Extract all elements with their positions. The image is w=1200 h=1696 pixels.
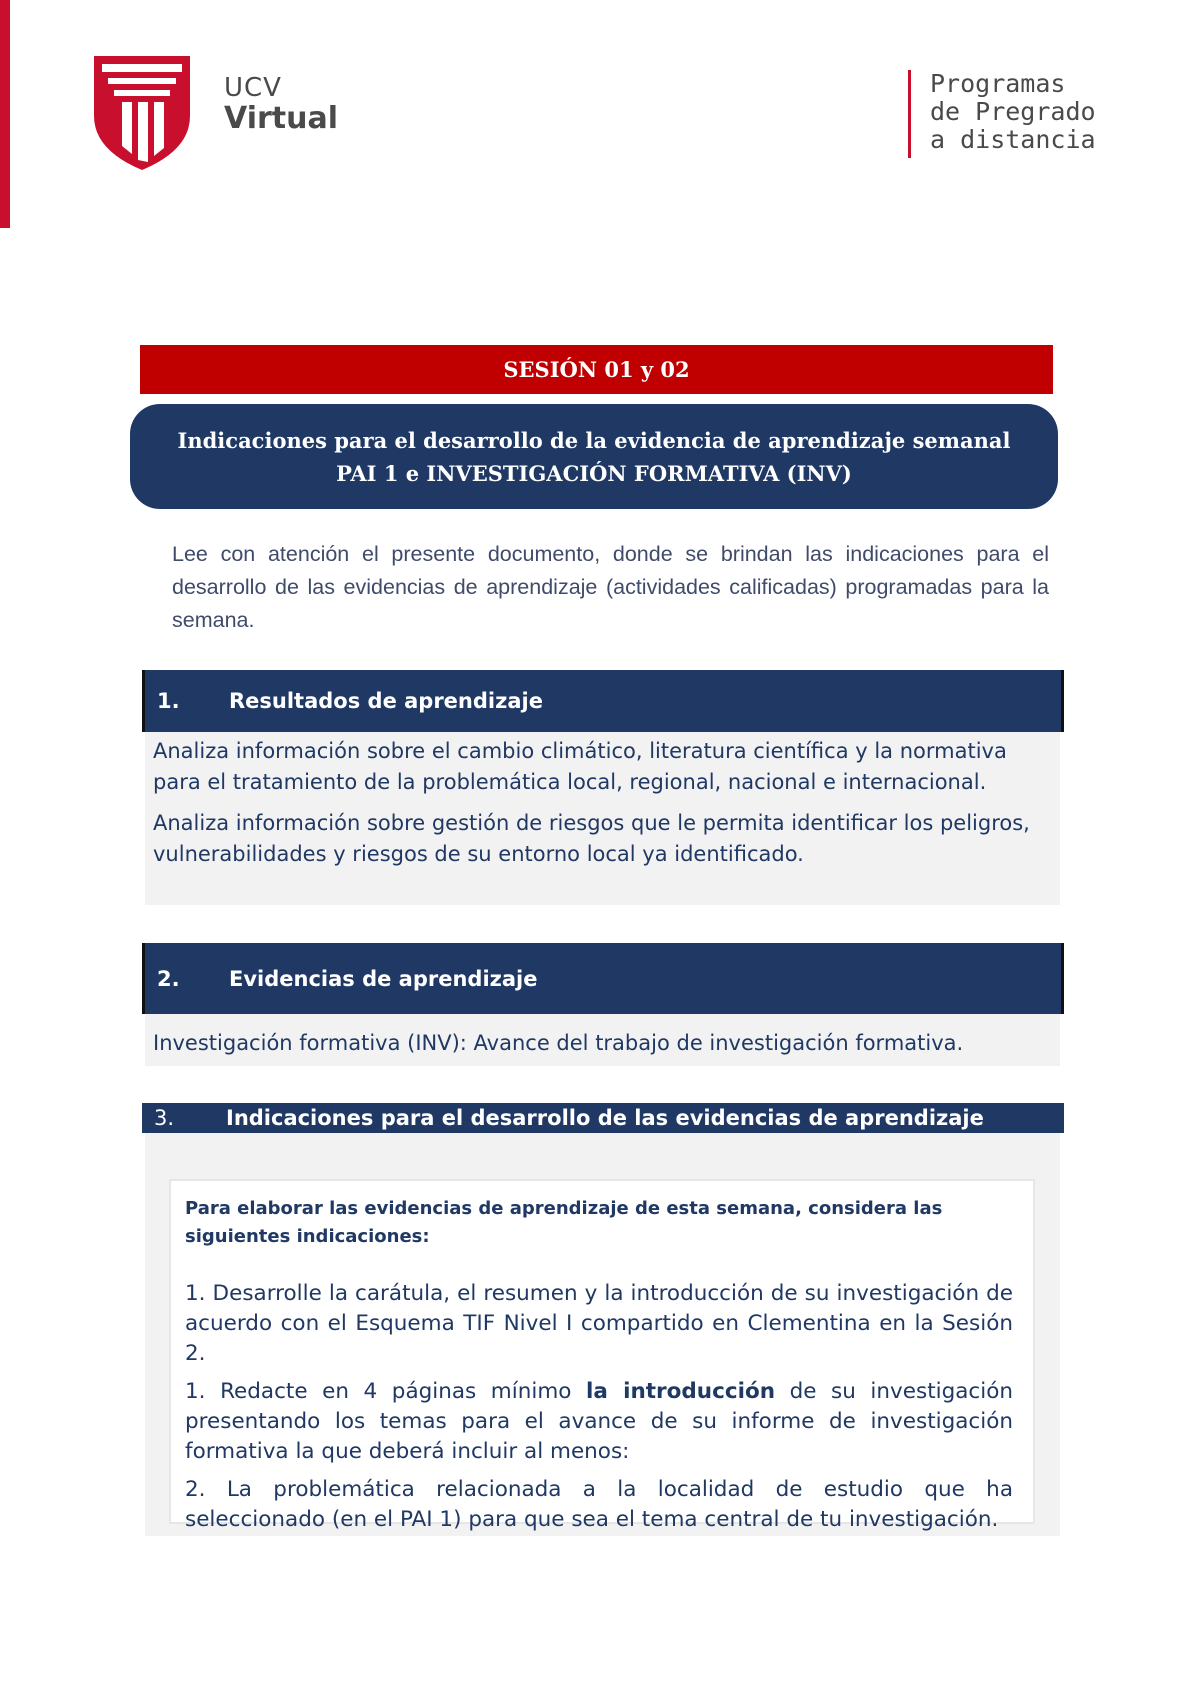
brand-ucv: UCV: [224, 73, 282, 103]
brand-virtual: Virtual: [224, 101, 338, 136]
document-title-box: [130, 404, 1058, 509]
instruction-item-2-bold: la introducción: [585, 1379, 776, 1404]
section-3-header: [142, 1103, 1064, 1133]
section-2-header: [142, 943, 1064, 1014]
learning-outcome-1: Analiza información sobre el cambio climático, literatura científica y la normativa para el tratamiento de la problemática local, regional, nacional e internacional.: [153, 739, 1007, 794]
section-1-body: [145, 732, 1060, 905]
evidence-text: Investigación formativa (INV): Avance del trabajo de investigación formativa.: [153, 1031, 964, 1055]
instructions-lead: Para elaborar las evidencias de aprendizaje de esta semana, considera las siguientes indicaciones:: [185, 1198, 943, 1247]
section-3-number: 3.: [154, 1106, 175, 1130]
title-line-1: Indicaciones para el desarrollo de la evidencia de aprendizaje semanal: [177, 427, 1011, 453]
section-2-heading: Evidencias de aprendizaje: [229, 966, 538, 991]
programs-label: [930, 70, 1096, 154]
ucv-shield-logo: [92, 54, 192, 172]
instruction-item-2-post: de su investigación presentando los temas para el avance de su informe de investigación formativa la que deberá incluir al menos:: [185, 1379, 1013, 1464]
brand-wordmark: [224, 74, 338, 136]
section-3-heading: Indicaciones para el desarrollo de las evidencias de aprendizaje: [226, 1106, 984, 1130]
section-2-number: 2.: [157, 966, 180, 991]
header-divider: [908, 70, 911, 158]
programs-line-2: de Pregrado: [930, 97, 1096, 126]
left-accent-bar: [0, 0, 10, 228]
section-2-body: [145, 1014, 1060, 1066]
section-1-heading: Resultados de aprendizaje: [229, 689, 543, 713]
section-3-body: [145, 1133, 1060, 1536]
learning-outcome-2: Analiza información sobre gestión de riesgos que le permita identificar los peligros, vulnerabilidades y riesgos de su entorno local ya identificado.: [153, 811, 1030, 866]
title-line-2: PAI 1 e INVESTIGACIÓN FORMATIVA (INV): [336, 460, 852, 486]
instruction-item-2-pre: 1. Redacte en 4 páginas mínimo: [185, 1379, 586, 1404]
instructions-box: [169, 1179, 1035, 1532]
programs-line-1: Programas: [930, 69, 1066, 98]
intro-paragraph: Lee con atención el presente documento, donde se brindan las indicaciones para el desarrollo de las evidencias de aprendizaje (actividades calificadas) programadas para la semana.: [172, 542, 1049, 632]
programs-line-3: a distancia: [930, 125, 1096, 154]
instruction-item-3: 2. La problemática relacionada a la localidad de estudio que ha seleccionado (en el PAI 1) para que sea el tema central de tu investigación.: [185, 1477, 1013, 1532]
instruction-item-2: [185, 1377, 1013, 1467]
section-1-header: [142, 670, 1064, 732]
session-banner: [140, 345, 1053, 394]
section-1-number: 1.: [157, 689, 180, 713]
session-label: SESIÓN 01 y 02: [503, 357, 690, 382]
instruction-item-1: 1. Desarrolle la carátula, el resumen y la introducción de su investigación de acuerdo con el Esquema TIF Nivel I compartido en Clementina en la Sesión 2.: [185, 1281, 1013, 1366]
